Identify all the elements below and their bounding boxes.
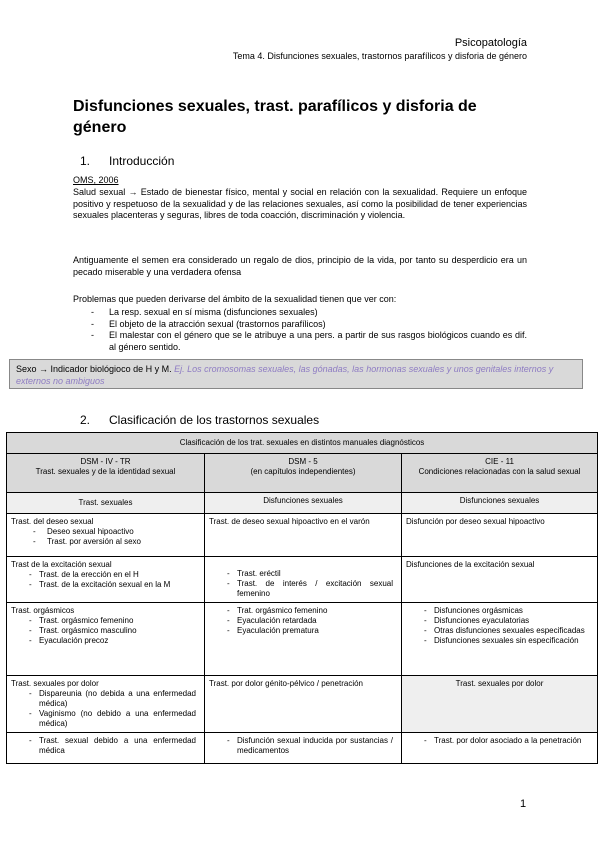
table-cell: Trast. sexuales [7, 493, 205, 514]
header-cie-11 [402, 454, 598, 493]
table-row [7, 676, 598, 733]
list-item: - Trast. por aversión al sexo [11, 537, 200, 547]
section-1-title: Introducción [109, 154, 175, 168]
list-item: - Eyaculación retardada [209, 616, 397, 626]
list-item: - El objeto de la atracción sexual (trastornos parafílicos) [73, 319, 527, 331]
column-desc: (en capítulos independientes) [250, 467, 356, 476]
list-item: - Disfunciones sexuales sin especificación [406, 636, 593, 646]
table-cell: Disfunciones de la excitación sexual [402, 557, 598, 603]
cell-title: Trast. del deseo sexual [11, 517, 94, 526]
list-item: - El malestar con el género que se le atribuye a una pers. a partir de sus rasgos biológicos cuando es dif. al género sentido. [73, 330, 527, 353]
note-example: Ej. Los cromosomas sexuales, las gónadas, las hormonas sexuales y unos genitales internos y externos no ambiguos [16, 364, 554, 386]
table-row [7, 557, 598, 603]
cell-title: Trast. orgásmicos [11, 606, 75, 615]
list-item: - Deseo sexual hipoactivo [11, 527, 200, 537]
column-desc: Condiciones relacionadas con la salud sexual [418, 467, 581, 476]
section-2-title: Clasificación de los trastornos sexuales [109, 413, 320, 427]
table-cell: Trast. sexuales por dolor [402, 676, 598, 733]
table-row [7, 454, 598, 493]
list-item: - Trat. orgásmico femenino [209, 606, 397, 616]
table-cell [402, 733, 598, 764]
list-item: - Otras disfunciones sexuales especificadas [406, 626, 593, 636]
para-semen: Antiguamente el semen era considerado un regalo de dios, principio de la vida, por tanto su desperdicio era un pecado miserable y una verdadera ofensa [73, 255, 527, 277]
list-item: - Disfunción sexual inducida por sustancias / medicamentos [209, 736, 397, 756]
list-item: - Trast. de la erección en el H [11, 570, 200, 580]
column-desc: Trast. sexuales y de la identidad sexual [35, 467, 176, 476]
table-cell [205, 603, 402, 676]
list-item: - Vaginismo (no debido a una enfermedad médica) [11, 709, 200, 729]
table-cell [205, 733, 402, 764]
classification-table [6, 432, 598, 764]
list-item: - Trast. eréctil [209, 569, 397, 579]
list-item: - Disfunciones eyaculatorias [406, 616, 593, 626]
table-caption: Clasificación de los trat. sexuales en distintos manuales diagnósticos [7, 433, 598, 454]
list-item: - Trast. de la excitación sexual en la M [11, 580, 200, 590]
table-cell [7, 733, 205, 764]
sexo-note-box [9, 359, 583, 389]
table-cell [205, 557, 402, 603]
document-title: Disfunciones sexuales, trast. parafílicos y disforia de género [73, 98, 477, 136]
list-item: - Dispareunia (no debida a una enfermedad médica) [11, 689, 200, 709]
table-cell: Trast. por dolor génito-pélvico / penetración [205, 676, 402, 733]
table-cell: Disfunción por deseo sexual hipoactivo [402, 514, 598, 557]
table-cell [7, 676, 205, 733]
table-row [7, 514, 598, 557]
oms-reference: OMS, 2006 [73, 175, 119, 185]
list-item: - Trast. orgásmico masculino [11, 626, 200, 636]
header-dsm-iv [7, 454, 205, 493]
list-item: - Trast. sexual debido a una enfermedad médica [11, 736, 200, 756]
list-item: - La resp. sexual en sí misma (disfunciones sexuales) [73, 307, 527, 319]
cell-title: Trast. sexuales por dolor [11, 679, 99, 688]
section-2-number: 2. [80, 413, 91, 427]
list-item: - Eyaculación prematura [209, 626, 397, 636]
section-1-heading [80, 154, 174, 168]
section-2-heading [80, 413, 319, 427]
column-name: CIE - 11 [485, 457, 514, 466]
section-1-number: 1. [80, 154, 91, 168]
table-cell [402, 603, 598, 676]
header-dsm-5 [205, 454, 402, 493]
column-name: DSM - 5 [288, 457, 318, 466]
header-subtitle: Tema 4. Disfunciones sexuales, trastornos parafílicos y disforia de género [232, 51, 527, 61]
table-row [7, 603, 598, 676]
header-title: Psicopatología [454, 37, 527, 49]
list-item: - Trast. orgásmico femenino [11, 616, 200, 626]
column-name: DSM - IV - TR [80, 457, 131, 466]
list-item: - Eyaculación precoz [11, 636, 200, 646]
para-problemas: Problemas que pueden derivarse del ámbito de la sexualidad tienen que ver con: [73, 294, 397, 304]
list-item: - Disfunciones orgásmicas [406, 606, 593, 616]
table-row [7, 733, 598, 764]
table-cell [7, 514, 205, 557]
table-cell [7, 603, 205, 676]
table-cell [7, 557, 205, 603]
list-item: - Trast. de interés / excitación sexual femenino [209, 579, 397, 599]
table-row [7, 493, 598, 514]
para-salud-sexual: Salud sexual → Estado de bienestar físico, mental y social en relación con la sexualidad. Requiere un enfoque positivo y respetuoso de la sexualidad y de las relaciones sexuales, así como la posibilidad de tener experiencias sexuales placenteras y seguras, libres de toda coacción, discriminación y violencia. [73, 187, 527, 220]
page-number: 1 [520, 798, 527, 810]
table-cell: Disfunciones sexuales [402, 493, 598, 514]
cell-title: Trast de la excitación sexual [11, 560, 112, 569]
table-cell: Trast. de deseo sexual hipoactivo en el varón [205, 514, 402, 557]
note-lead: Sexo → Indicador biológioco de H y M. [16, 364, 175, 374]
problems-list [73, 307, 527, 353]
table-cell: Disfunciones sexuales [205, 493, 402, 514]
list-item: - Trast. por dolor asociado a la penetración [406, 736, 593, 746]
